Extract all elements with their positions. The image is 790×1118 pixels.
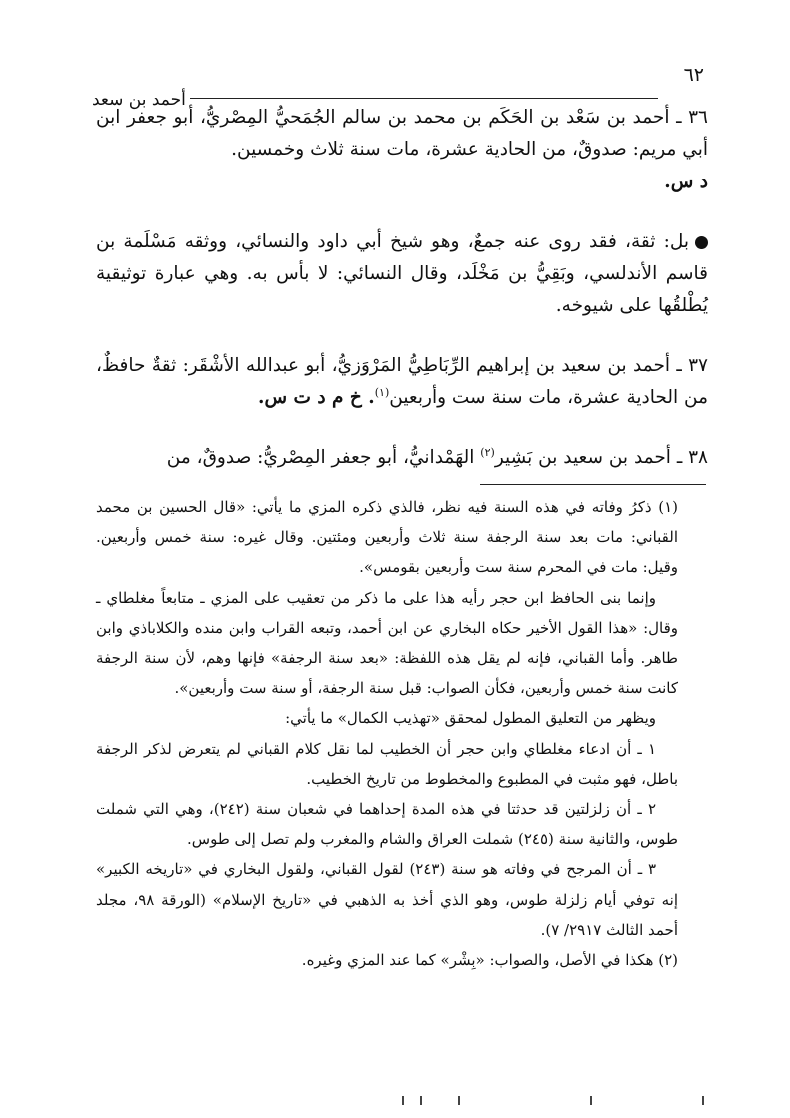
- footnote-1-para-2: وإنما بنى الحافظ ابن حجر رأيه هذا على ما ذكر من تعقيب على المزي ـ متابعاً مغلطاي ـ وقال: «هذا القول الأخير حكاه البخاري عن ابن أحمد، وتبعه القراب وابن منده والكلاباذي وابن طاهر. وأما القباني، فإنه لم يقل هذه اللفظة: «بعد سنة الرجفة» فإنها وهم، لأن سنة الرجفة كانت سنة خمس وأربعين، فكأن الصواب: قبل سنة الرجفة، أو سنة ست وأربعين».: [96, 588, 679, 698]
- footnote-1-para-1: (١) ذكرُ وفاته في هذه السنة فيه نظر، فالذي ذكره المزي ما يأتي: «قال الحسين بن محمد القباني: مات بعد سنة الرجفة سنة ثلاث وأربعين ومئتين. وقال غيره: سنة خمس وأربعين. وقيل: مات في المحرم سنة ست وأربعين بقومس».: [96, 498, 678, 577]
- bullet-icon: [695, 236, 708, 249]
- entry-38: [96, 442, 708, 474]
- entry-36-symbols: د س.: [664, 171, 708, 192]
- comment-entry-36: [96, 226, 708, 322]
- scan-speck: [702, 1096, 704, 1105]
- entry-36: [96, 102, 708, 198]
- footnote-2: (٢) هكذا في الأصل، والصواب: «بِشْر» كما عند المزي وغيره.: [301, 951, 678, 970]
- entry-37-symbols: . خ م د ت س.: [258, 387, 375, 408]
- footnote-ref-2[interactable]: (٢): [480, 445, 495, 459]
- footnote-1-para-3: ويظهر من التعليق المطول لمحقق «تهذيب الكمال» ما يأتي:: [285, 709, 656, 728]
- scan-speck: [402, 1096, 404, 1105]
- entry-36-text: ٣٦ ـ أحمد بن سَعْد بن الحَكَم بن محمد بن سالم الجُمَحيُّ المِصْريُّ، أبو جعفر ابن أبي مريم: صدوقٌ، من الحادية عشرة، مات سنة ثلاث وخمسين.: [96, 107, 708, 160]
- scan-speck: [420, 1096, 422, 1105]
- entry-38-text-b: الهَمْدانيُّ، أبو جعفر المِصْريُّ: صدوقٌ، من: [166, 447, 481, 468]
- footnote-1-point-3: ٣ ـ أن المرجح في وفاته هو سنة (٢٤٣) لقول القباني، ولقول البخاري في «تاريخه الكبير» إنه توفي أيام زلزلة طوس، وهو الذي أخذ به الذهبي في «تاريخ الإسلام» (الورقة ٩٨، مجلد أحمد الثالث ٢٩١٧/ ٧).: [96, 860, 678, 939]
- comment-text: بل: ثقة، فقد روى عنه جمعٌ، وهو شيخ أبي داود والنسائي، ووثقه مَسْلَمة بن قاسم الأندلسي، وبَقِيُّ بن مَخْلَد، وقال النسائي: لا بأس به. وهي عبارة توثيقية يُطْلقُها على شيوخه.: [96, 231, 708, 316]
- footnote-1-point-2: ٢ ـ أن زلزلتين قد حدثتا في هذه المدة إحداهما في شعبان سنة (٢٤٢)، وهي التي شملت طوس، والثانية سنة (٢٤٥) شملت العراق والشام والمغرب ولم تصل إلى طوس.: [96, 800, 678, 849]
- entry-38-text-a: ٣٨ ـ أحمد بن سعيد بن بَشِير: [494, 447, 708, 468]
- footnote-ref-1[interactable]: (١): [374, 385, 390, 399]
- scan-speck: [458, 1096, 460, 1105]
- main-text: [96, 102, 708, 474]
- footnote-1-point-1: ١ ـ أن ادعاء مغلطاي وابن حجر أن الخطيب لما نقل كلام القباني لم يتعرض لذكر الرجفة باطل، فهو مثبت في المطبوع والمخطوط من تاريخ الخطيب.: [96, 739, 678, 788]
- entry-37-text: ٣٧ ـ أحمد بن سعيد بن إبراهيم الرِّبَاطِيُّ المَرْوَزيُّ، أبو عبدالله الأشْقَر: ثقةٌ حافظٌ، من الحادية عشرة، مات سنة ست وأربعين: [96, 355, 708, 408]
- scan-specks: [380, 1096, 790, 1116]
- footnote-separator: [480, 484, 706, 485]
- scan-speck: [590, 1096, 592, 1105]
- entry-37: [96, 350, 708, 414]
- footnotes: [96, 492, 678, 975]
- page-number: ٦٢: [683, 64, 704, 86]
- page-header: [92, 62, 704, 110]
- running-title: أحمد بن سعد: [92, 90, 190, 110]
